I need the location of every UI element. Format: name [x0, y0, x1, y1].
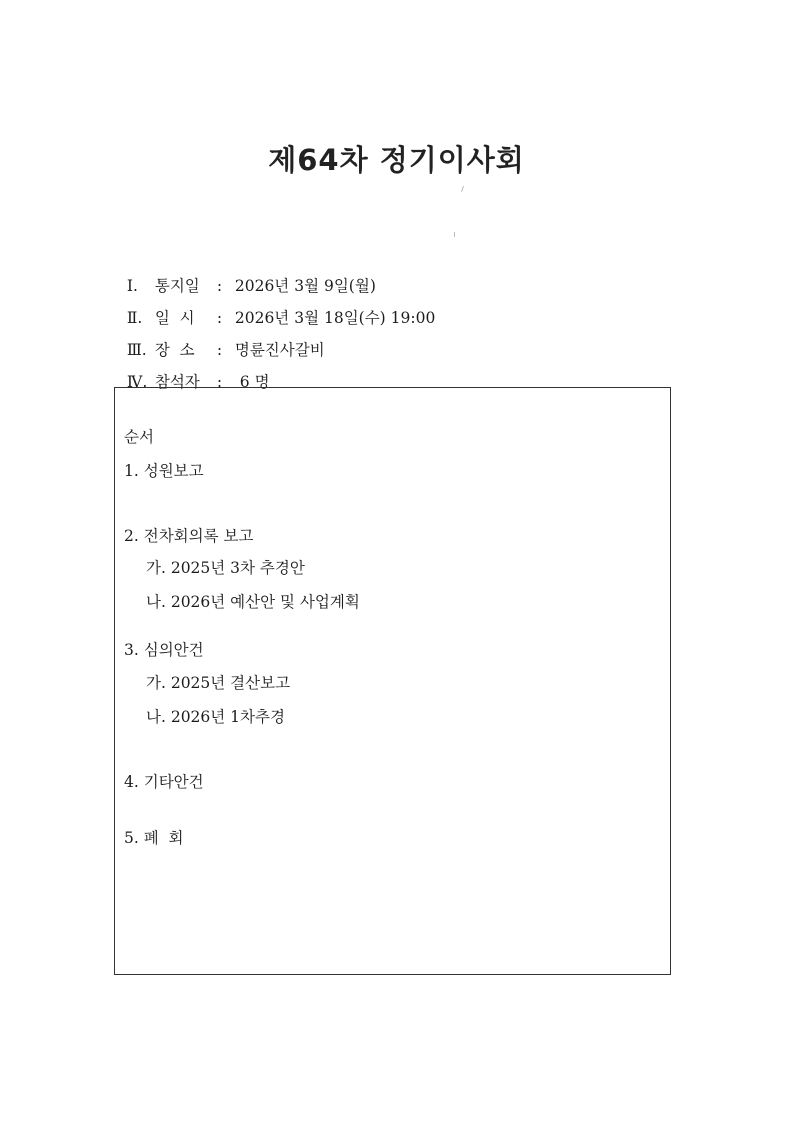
info-label: 참석자	[154, 373, 200, 391]
info-number: Ⅱ.	[126, 309, 143, 327]
agenda-subitem: 나. 2026년 예산안 및 사업계획	[146, 593, 360, 611]
info-value: 6 명	[234, 373, 270, 391]
info-colon: :	[216, 341, 223, 359]
info-value: 2026년 3월 18일(수) 19:00	[234, 309, 436, 327]
info-label: 일 시	[154, 309, 195, 327]
scan-mark	[461, 186, 464, 192]
info-number: Ⅲ.	[126, 341, 147, 359]
agenda-subitem: 가. 2025년 3차 추경안	[146, 559, 305, 577]
info-number: Ⅳ.	[126, 373, 148, 391]
info-value: 2026년 3월 9일(월)	[234, 277, 376, 295]
info-number: Ⅰ.	[126, 277, 138, 295]
document-title: 제64차 정기이사회	[268, 143, 525, 177]
info-colon: :	[216, 309, 223, 327]
agenda-item: 4. 기타안건	[124, 773, 204, 791]
agenda-subitem: 가. 2025년 결산보고	[146, 674, 291, 692]
agenda-subitem: 나. 2026년 1차추경	[146, 708, 285, 726]
info-value: 명륜진사갈비	[234, 341, 325, 359]
info-label: 장 소	[154, 341, 195, 359]
agenda-item: 2. 전차회의록 보고	[124, 527, 254, 545]
info-attendees	[117, 352, 270, 392]
agenda-item: 5. 폐 회	[124, 829, 184, 847]
scan-mark	[454, 232, 455, 237]
info-label: 통지일	[154, 277, 200, 295]
agenda-heading: 순서	[124, 428, 154, 446]
info-colon: :	[216, 277, 223, 295]
agenda-item: 1. 성원보고	[124, 462, 204, 480]
agenda-item: 3. 심의안건	[124, 641, 204, 659]
info-colon: :	[216, 373, 223, 391]
